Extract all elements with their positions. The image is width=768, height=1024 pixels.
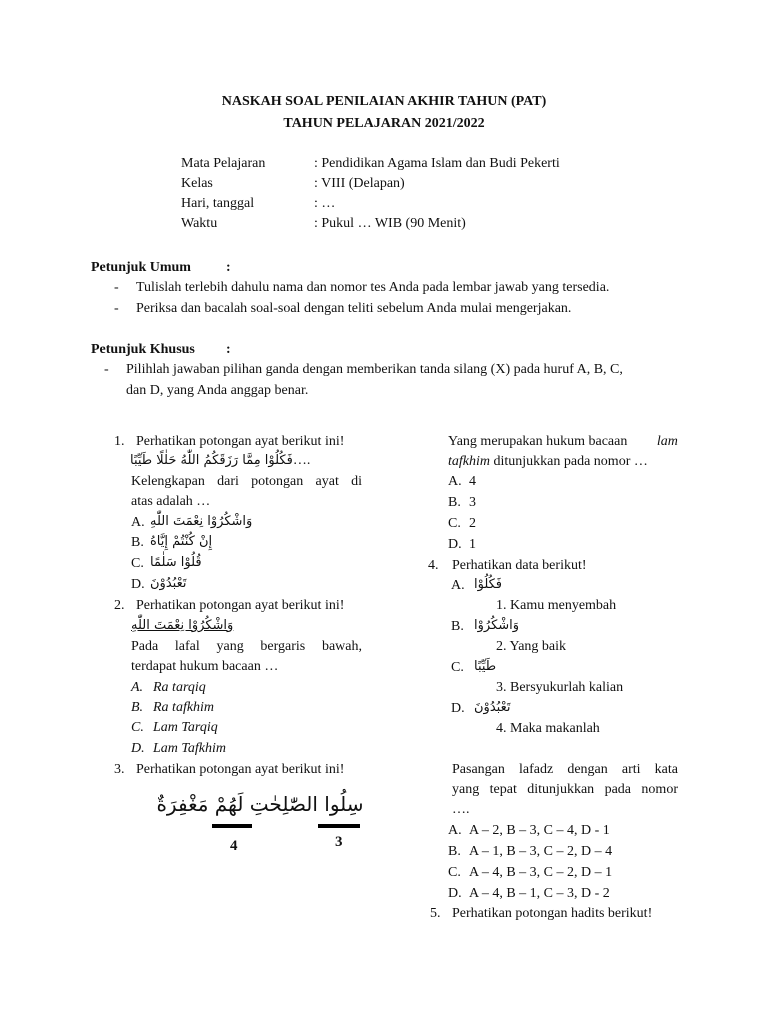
option-letter: B. <box>131 535 144 550</box>
option-letter: B. <box>131 700 144 715</box>
option-text: 4 <box>469 474 476 489</box>
bullet-dash: - <box>114 280 119 295</box>
info-value: : Pukul … WIB (90 Menit) <box>314 216 466 231</box>
data-letter: D. <box>451 701 465 716</box>
petunjuk-khusus-line: Pilihlah jawaban pilihan ganda dengan memberikan tanda silang (X) pada huruf A, B, C, <box>126 362 623 377</box>
petunjuk-khusus-line: dan D, yang Anda anggap benar. <box>126 383 309 398</box>
petunjuk-umum-item: Periksa dan bacalah soal-soal dengan teliti sebelum Anda mulai mengerjakan. <box>136 301 572 316</box>
question-text: terdapat hukum bacaan … <box>131 659 279 674</box>
option-text: A – 4, B – 1, C – 3, D - 2 <box>469 886 610 901</box>
info-label: Kelas <box>181 176 213 191</box>
option-letter: D. <box>131 577 145 592</box>
arabic-verse-large: سِلُوا الصّٰلِحٰتِ لَهُمْ مَغْفِرَةٌ <box>156 792 364 816</box>
petunjuk-umum-item: Tulislah terlebih dahulu nama dan nomor tes Anda pada lembar jawab yang tersedia. <box>136 280 610 295</box>
option-arabic: تَعْبُدُوْنَ <box>150 576 187 591</box>
data-meaning: 2. Yang baik <box>496 639 567 654</box>
option-letter: C. <box>448 865 461 880</box>
option-text: 1 <box>469 537 476 552</box>
mark-number: 4 <box>230 838 238 854</box>
bullet-dash: - <box>104 362 109 377</box>
question-text: atas adalah … <box>131 494 211 509</box>
data-arabic: تَعْبُدُوْنَ <box>474 700 511 715</box>
question-text: yang tepat ditunjukkan pada nomor <box>452 782 678 797</box>
option-letter: C. <box>448 516 461 531</box>
question-number: 2. <box>114 598 125 613</box>
question-stem: Perhatikan data berikut! <box>452 558 587 573</box>
question-text: …. <box>452 802 470 817</box>
option-letter: A. <box>448 823 462 838</box>
arabic-verse: فَكُلُوْا مِمَّا رَزَقَكُمُ اللّٰهُ حَلٰلًا طَيِّبًا…. <box>130 453 311 468</box>
petunjuk-umum-heading: Petunjuk Umum <box>91 260 191 275</box>
option-text: 2 <box>469 516 476 531</box>
underline-mark <box>212 824 252 828</box>
question-number: 3. <box>114 762 125 777</box>
option-letter: D. <box>448 537 462 552</box>
option-letter: D. <box>131 741 145 756</box>
data-arabic: فَكُلُوْا <box>474 577 503 592</box>
question-stem: Perhatikan potongan ayat berikut ini! <box>136 434 345 449</box>
info-label: Hari, tanggal <box>181 196 255 211</box>
option-arabic: وَاشْكُرُوْا نِعْمَتَ اللّٰهِ <box>150 514 253 529</box>
petunjuk-khusus-heading: Petunjuk Khusus <box>91 342 195 357</box>
option-text: A – 4, B – 3, C – 2, D – 1 <box>469 865 613 880</box>
question-text: tafkhim ditunjukkan pada nomor … <box>448 454 648 469</box>
option-letter: C. <box>131 720 144 735</box>
option-letter: C. <box>131 556 144 571</box>
data-letter: A. <box>451 578 465 593</box>
data-meaning: 3. Bersyukurlah kalian <box>496 680 624 695</box>
option-letter: B. <box>448 495 461 510</box>
info-value: : VIII (Delapan) <box>314 176 405 191</box>
option-text: Ra tafkhim <box>153 700 215 715</box>
data-arabic: طَيِّبًا <box>474 659 497 674</box>
option-text: Lam Tafkhim <box>153 741 227 756</box>
option-text: Lam Tarqiq <box>153 720 218 735</box>
data-letter: B. <box>451 619 464 634</box>
underline-mark <box>318 824 360 828</box>
question-number: 1. <box>114 434 125 449</box>
petunjuk-umum-colon: : <box>226 260 231 275</box>
option-text: Ra tarqiq <box>153 680 206 695</box>
option-letter: A. <box>448 474 462 489</box>
question-stem: Perhatikan potongan ayat berikut ini! <box>136 762 345 777</box>
option-arabic: إِنْ كُنْتُمْ إِيَّاهُ <box>150 534 213 549</box>
info-value: : … <box>314 196 336 211</box>
mark-number: 3 <box>335 834 343 850</box>
document-title: NASKAH SOAL PENILAIAN AKHIR TAHUN (PAT) <box>221 94 547 109</box>
option-letter: A. <box>131 680 144 695</box>
option-text: A – 1, B – 3, C – 2, D – 4 <box>469 844 613 859</box>
option-letter: D. <box>448 886 462 901</box>
data-arabic: وَاشْكُرُوْا <box>474 618 520 633</box>
option-arabic: قُلُوْا سَلٰمًا <box>150 555 202 570</box>
question-text: Pada lafal yang bergaris bawah, <box>131 639 362 654</box>
arabic-verse: وَاشْكُرُوْا نِعْمَتَ اللّٰهِ <box>131 618 234 633</box>
data-meaning: 4. Maka makanlah <box>496 721 600 736</box>
option-text: 3 <box>469 495 476 510</box>
question-stem: Perhatikan potongan ayat berikut ini! <box>136 598 345 613</box>
question-text: Pasangan lafadz dengan arti kata <box>452 762 678 777</box>
question-text: Yang merupakan hukum bacaan lam <box>448 434 678 449</box>
question-text: Kelengkapan dari potongan ayat di <box>131 474 362 489</box>
info-value: : Pendidikan Agama Islam dan Budi Pekerti <box>314 156 560 171</box>
petunjuk-khusus-colon: : <box>226 342 231 357</box>
option-letter: B. <box>448 844 461 859</box>
question-stem: Perhatikan potongan hadits berikut! <box>452 906 653 921</box>
data-letter: C. <box>451 660 464 675</box>
question-number: 5. <box>430 906 441 921</box>
data-meaning: 1. Kamu menyembah <box>496 598 617 613</box>
option-letter: A. <box>131 515 145 530</box>
info-label: Mata Pelajaran <box>181 156 266 171</box>
question-number: 4. <box>428 558 439 573</box>
option-text: A – 2, B – 3, C – 4, D - 1 <box>469 823 610 838</box>
bullet-dash: - <box>114 301 119 316</box>
info-label: Waktu <box>181 216 218 231</box>
document-subtitle: TAHUN PELAJARAN 2021/2022 <box>283 116 485 131</box>
